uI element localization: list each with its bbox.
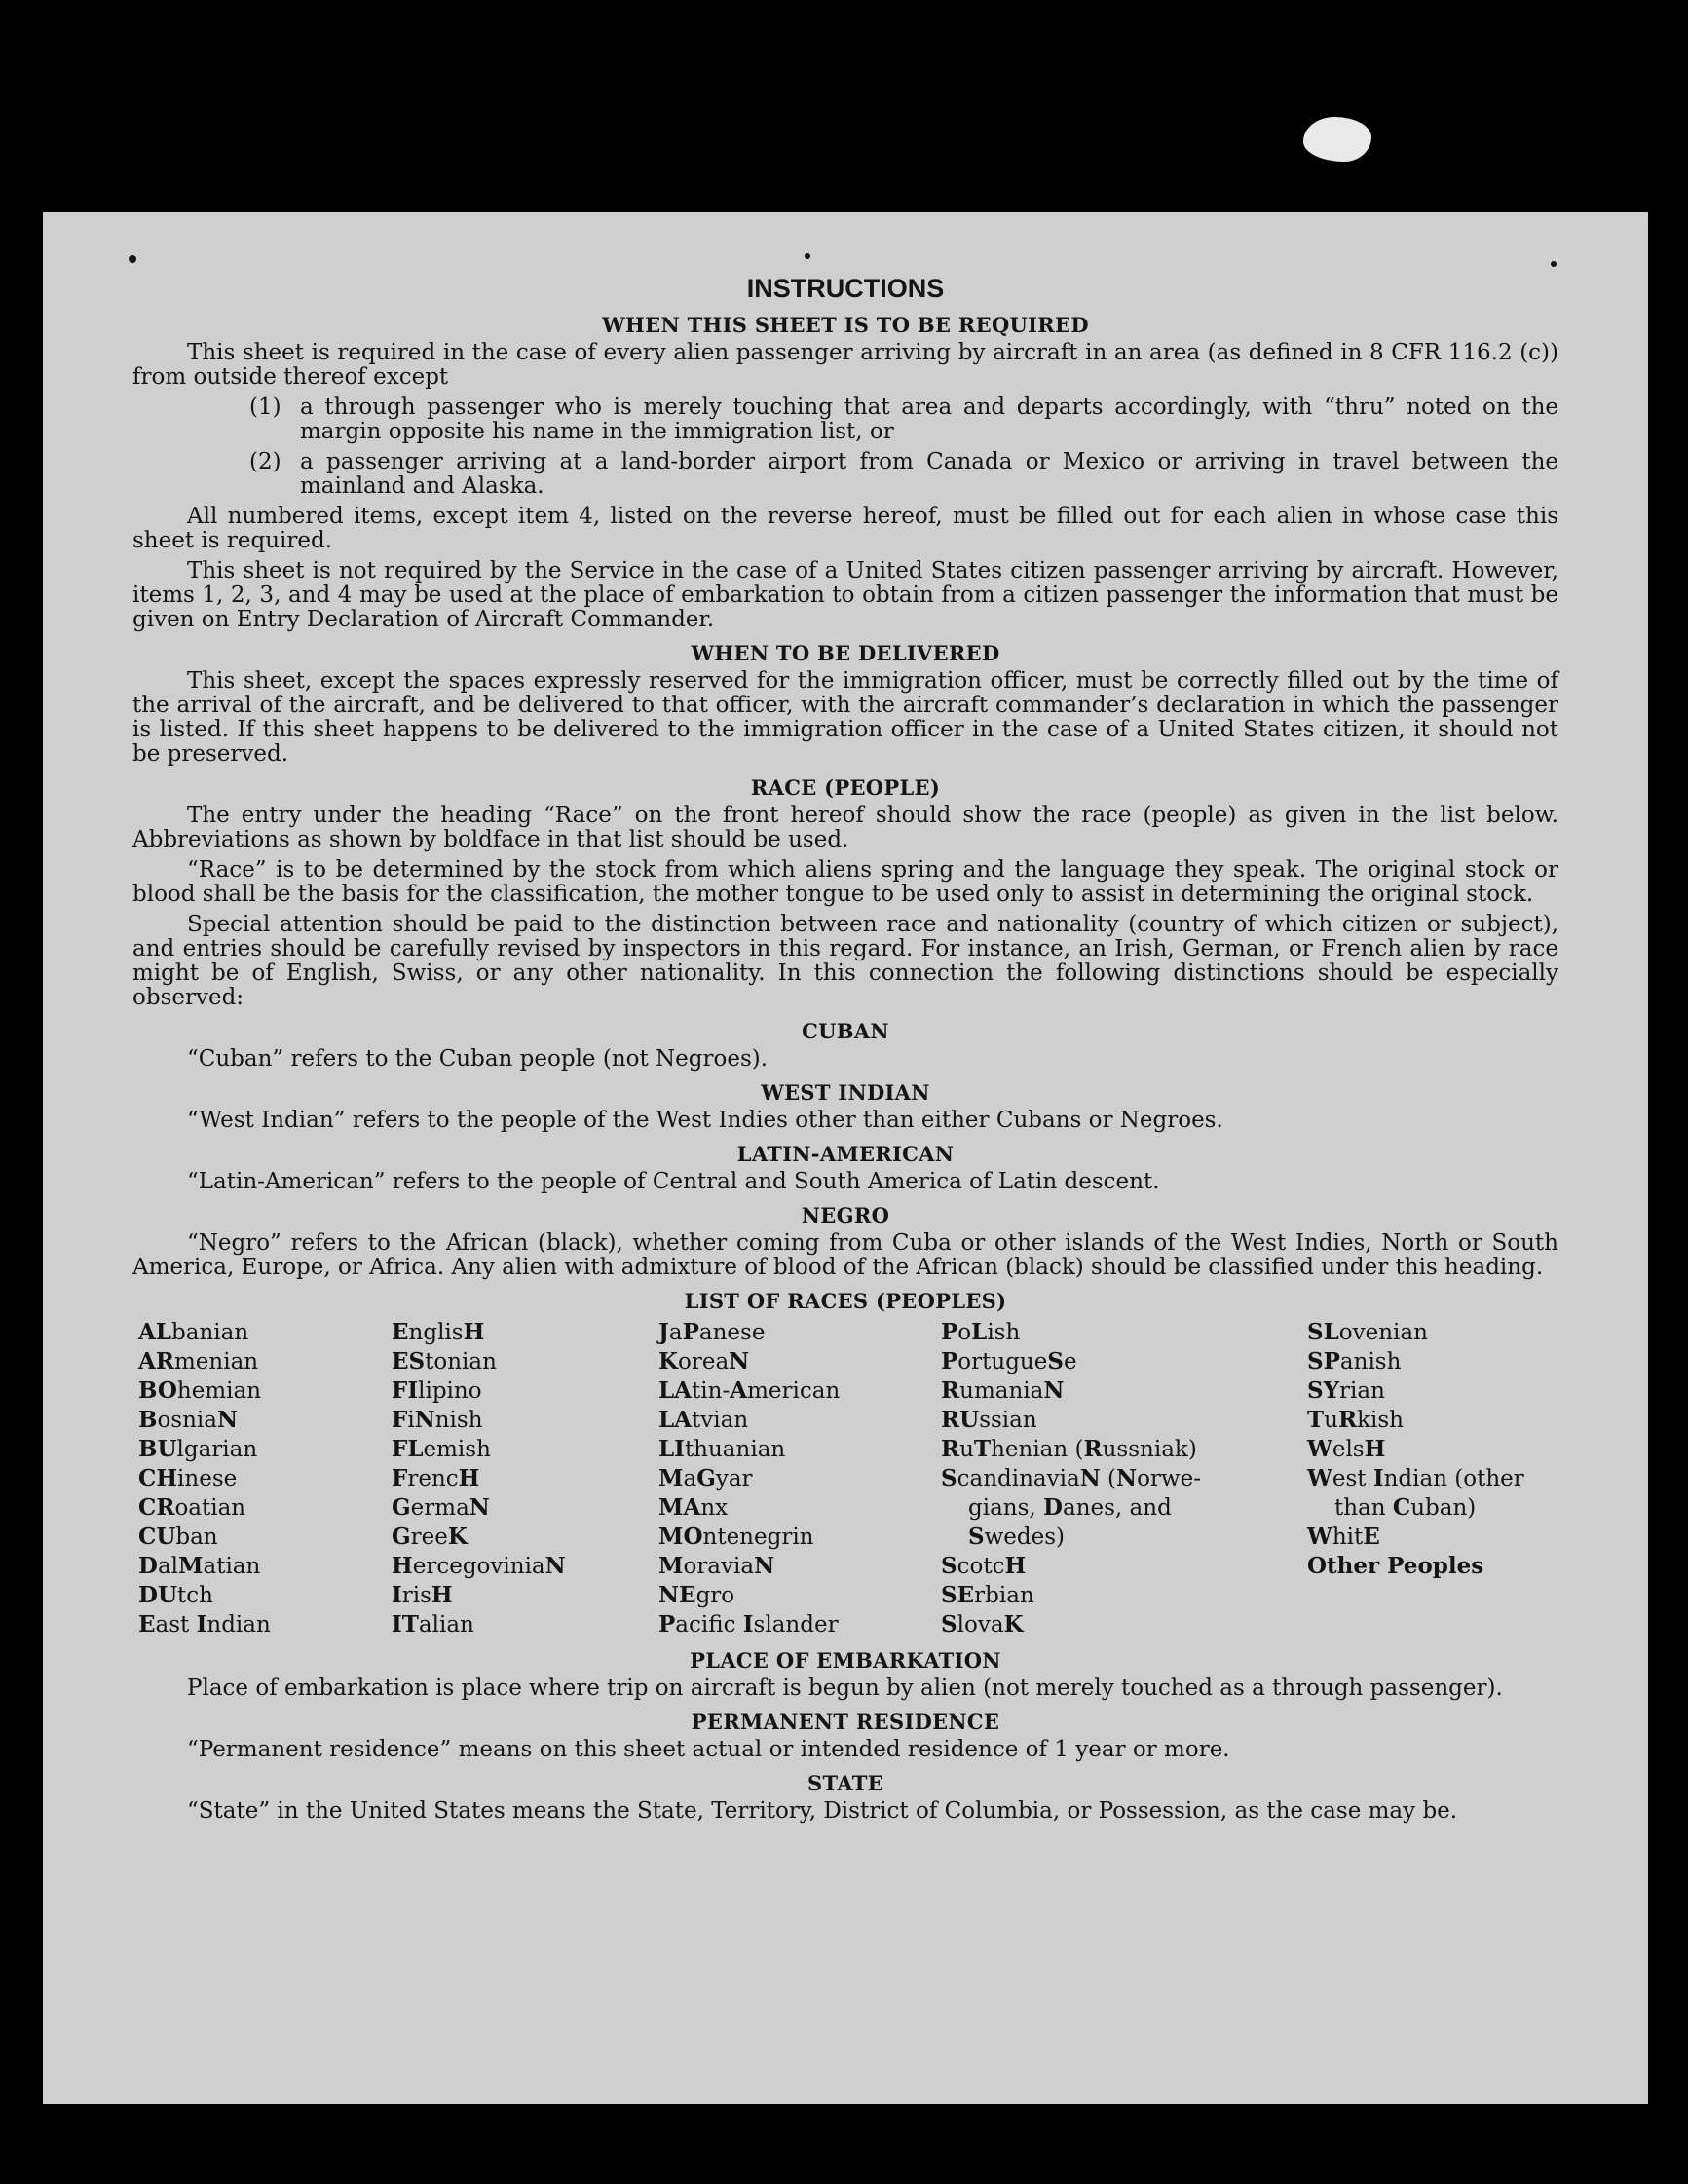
race-entry: WhitE xyxy=(1307,1524,1380,1550)
heading-race: RACE (PEOPLE) xyxy=(750,775,941,800)
races-column xyxy=(392,1318,658,1639)
item-text: a passenger arriving at a land-border airport from Canada or Mexico or arriving in travel between the mainland and Alaska. xyxy=(300,449,1558,499)
races-table xyxy=(138,1318,1558,1639)
race-entry: LAtvian xyxy=(658,1407,749,1433)
race-entry: SlovaK xyxy=(941,1611,1024,1638)
speck xyxy=(1551,261,1557,267)
race-entry: LIthuanian xyxy=(658,1436,786,1462)
race-entry: Other Peoples xyxy=(1307,1553,1484,1579)
race-entry: PoLish xyxy=(941,1319,1021,1345)
race-entry: ITalian xyxy=(392,1611,474,1638)
race-entry: MaGyar xyxy=(658,1465,753,1491)
races-column xyxy=(138,1318,392,1639)
race-entry: EStonian xyxy=(392,1348,497,1374)
heading-state: STATE xyxy=(807,1771,883,1795)
races-column xyxy=(941,1318,1307,1639)
race-entry: SLovenian xyxy=(1307,1319,1428,1345)
race-entry: MOntenegrin xyxy=(658,1524,814,1550)
speck xyxy=(129,255,136,263)
race-entry: EnglisH xyxy=(392,1319,485,1345)
race-entry: TuRkish xyxy=(1307,1407,1404,1433)
item-number: (1) xyxy=(249,395,281,420)
paragraph: The entry under the heading “Race” on the front hereof should show the race (people) as given in the list below. Abbreviations as shown by boldface in that list should be used. xyxy=(132,803,1558,852)
paper-scrap xyxy=(1303,117,1371,162)
race-entry: ALbanian xyxy=(138,1319,249,1345)
race-entry-continued: gians, Danes, and xyxy=(968,1494,1172,1521)
race-entry: CRoatian xyxy=(138,1494,246,1521)
race-entry-continued: Swedes) xyxy=(968,1524,1066,1550)
paragraph: “Race” is to be determined by the stock from which aliens spring and the language they speak. The original stock or blood shall be the basis for the classification, the mother tongue to be used only to assist in determining the original stock. xyxy=(132,857,1558,907)
race-entry: JaPanese xyxy=(658,1319,766,1345)
race-entry: NEgro xyxy=(658,1582,735,1608)
paragraph: “West Indian” refers to the people of the West Indies other than either Cubans or Negroes. xyxy=(187,1108,1223,1133)
race-entry-continued: than Cuban) xyxy=(1334,1494,1477,1521)
races-column xyxy=(1307,1318,1564,1639)
race-entry: FrencH xyxy=(392,1465,480,1491)
paragraph: This sheet, except the spaces expressly reserved for the immigration officer, must be correctly filled out by the time of the arrival of the aircraft, and be delivered to that officer, with the aircraft commander’s declaration in which the passenger is listed. If this sheet happens to be delivered to the immigration officer in the case of a United States citizen, it should not be preserved. xyxy=(132,668,1558,767)
race-entry: ScotcH xyxy=(941,1553,1027,1579)
page-title: INSTRUCTIONS xyxy=(746,274,945,303)
heading-permanent-residence: PERMANENT RESIDENCE xyxy=(691,1710,1000,1734)
heading-cuban: CUBAN xyxy=(802,1019,889,1043)
paragraph: All numbered items, except item 4, listed on the reverse hereof, must be filled out for each alien in whose case this sheet is required. xyxy=(132,504,1558,553)
race-entry: RumaniaN xyxy=(941,1377,1065,1404)
heading-list-of-races: LIST OF RACES (PEOPLES) xyxy=(684,1289,1007,1313)
race-entry: CHinese xyxy=(138,1465,238,1491)
race-entry: BosniaN xyxy=(138,1407,239,1433)
race-entry: ARmenian xyxy=(138,1348,259,1374)
race-entry: PortugueSe xyxy=(941,1348,1077,1374)
heading-negro: NEGRO xyxy=(801,1203,890,1227)
race-entry: East Indian xyxy=(138,1611,271,1638)
heading-latin-american: LATIN-AMERICAN xyxy=(736,1142,955,1166)
instructions-text xyxy=(132,273,1558,1829)
heading-place-of-embarkation: PLACE OF EMBARKATION xyxy=(690,1648,1001,1673)
race-entry: FLemish xyxy=(392,1436,491,1462)
race-entry: IrisH xyxy=(392,1582,453,1608)
race-entry: WelsH xyxy=(1307,1436,1386,1462)
race-entry: GreeK xyxy=(392,1524,468,1550)
race-entry: FIlipino xyxy=(392,1377,482,1404)
races-column xyxy=(658,1318,941,1639)
race-entry: Pacific Islander xyxy=(658,1611,839,1638)
list-item xyxy=(249,450,1558,499)
paragraph: Place of embarkation is place where trip on aircraft is begun by alien (not merely touched as a through passenger). xyxy=(187,1676,1503,1701)
list-item xyxy=(249,395,1558,444)
race-entry: BUlgarian xyxy=(138,1436,258,1462)
paragraph: “Latin-American” refers to the people of Central and South America of Latin descent. xyxy=(187,1169,1160,1194)
race-entry: DUtch xyxy=(138,1582,213,1608)
paragraph: “Cuban” refers to the Cuban people (not Negroes). xyxy=(187,1046,769,1072)
item-number: (2) xyxy=(249,449,281,474)
speck xyxy=(805,253,810,259)
heading-west-indian: WEST INDIAN xyxy=(761,1080,930,1105)
item-text: a through passenger who is merely touching that area and departs accordingly, with “thru” noted on the margin opposite his name in the immigration list, or xyxy=(300,395,1558,444)
race-entry: RUssian xyxy=(941,1407,1037,1433)
heading-when-required: WHEN THIS SHEET IS TO BE REQUIRED xyxy=(602,313,1089,337)
race-entry: CUban xyxy=(138,1524,218,1550)
race-entry: SPanish xyxy=(1307,1348,1402,1374)
race-entry: West Indian (other xyxy=(1307,1465,1524,1491)
race-entry: RuThenian (Russniak) xyxy=(941,1436,1197,1462)
paragraph: “State” in the United States means the State, Territory, District of Columbia, or Possession, as the case may be. xyxy=(187,1798,1458,1824)
race-entry: KoreaN xyxy=(658,1348,750,1374)
race-entry: FiNnish xyxy=(392,1407,483,1433)
paragraph: This sheet is not required by the Service in the case of a United States citizen passenger arriving by aircraft. However, items 1, 2, 3, and 4 may be used at the place of embarkation to obtain from a citizen passenger the information that must be given on Entry Declaration of Aircraft Commander. xyxy=(132,558,1558,632)
document-page xyxy=(43,212,1648,2104)
race-entry: MoraviaN xyxy=(658,1553,775,1579)
race-entry: BOhemian xyxy=(138,1377,262,1404)
paragraph: This sheet is required in the case of every alien passenger arriving by aircraft in an area (as defined in 8 CFR 116.2 (c)) from outside thereof except xyxy=(132,340,1558,390)
heading-when-delivered: WHEN TO BE DELIVERED xyxy=(691,641,1000,665)
race-entry: HercegoviniaN xyxy=(392,1553,566,1579)
race-entry: SYrian xyxy=(1307,1377,1385,1404)
race-entry: DalMatian xyxy=(138,1553,261,1579)
paragraph: “Permanent residence” means on this sheet actual or intended residence of 1 year or more. xyxy=(187,1737,1230,1762)
paragraph: “Negro” refers to the African (black), whether coming from Cuba or other islands of the West Indies, North or South America, Europe, or Africa. Any alien with admixture of blood of the African (black) should be classified under this heading. xyxy=(132,1230,1558,1280)
race-entry: LAtin-American xyxy=(658,1377,841,1404)
paragraph: Special attention should be paid to the distinction between race and nationality (country of which citizen or subject), and entries should be carefully revised by inspectors in this regard. For instance, an Irish, German, or French alien by race might be of English, Swiss, or any other nationality. In this connection the following distinctions should be especially observed: xyxy=(132,912,1558,1010)
race-entry: GermaN xyxy=(392,1494,490,1521)
race-entry: SErbian xyxy=(941,1582,1034,1608)
race-entry: ScandinaviaN (Norwe- xyxy=(941,1465,1201,1491)
race-entry: MAnx xyxy=(658,1494,729,1521)
